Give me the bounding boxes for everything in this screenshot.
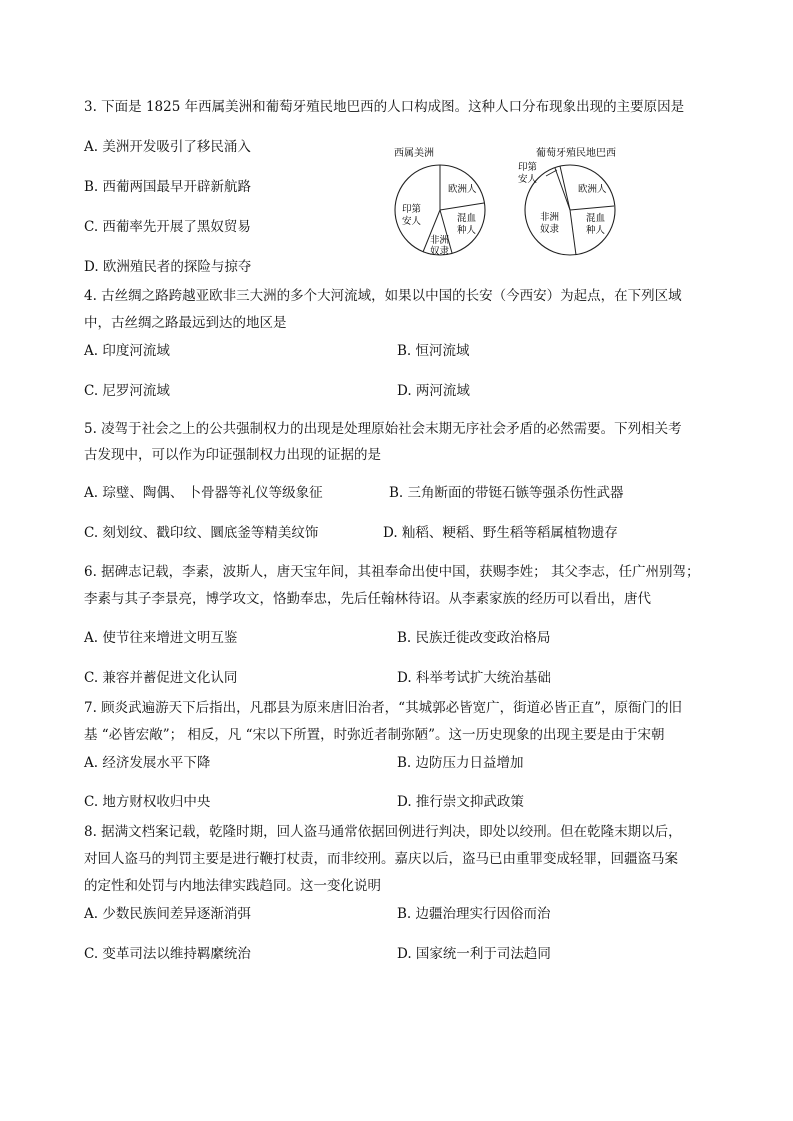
q4-stem-line-2: 中，古丝绸之路最远到达的地区是 [84, 315, 287, 331]
pie-right-label-mixed-l2: 种人 [586, 225, 606, 236]
q8-option-a[interactable]: A. 少数民族间差异逐渐消弭 [84, 906, 251, 922]
pie-right-title: 葡萄牙殖民地巴西 [536, 148, 616, 159]
q5-option-a[interactable]: A. 琮璧、陶偶、 卜骨器等礼仪等级象征 [84, 485, 323, 501]
q8-stem-line-1: 8. 据满文档案记载，乾隆时期，回人盗马通常依据回例进行判决，即处以绞刑。但在乾隆末期以后， [84, 824, 682, 840]
q8-stem-line-2: 对回人盗马的判罚主要是进行鞭打杖责，而非绞刑。嘉庆以后，盗马已由重罪变成轻罪，回疆盗马案 [84, 851, 678, 867]
q6-option-b[interactable]: B. 民族迁徙改变政治格局 [397, 630, 551, 646]
q7-option-d[interactable]: D. 推行崇文抑武政策 [397, 794, 524, 810]
q7-option-a[interactable]: A. 经济发展水平下降 [84, 755, 211, 771]
q4-option-d[interactable]: D. 两河流域 [397, 383, 470, 399]
q5-option-c[interactable]: C. 刻划纹、戳印纹、圜底釜等精美纹饰 [84, 525, 319, 541]
q4-option-b[interactable]: B. 恒河流域 [397, 343, 470, 359]
q4-option-c[interactable]: C. 尼罗河流域 [84, 383, 170, 399]
q3-stem: 3. 下面是 1825 年西属美洲和葡萄牙殖民地巴西的人口构成图。这种人口分布现象出现的主要原因是 [84, 99, 685, 115]
q5-stem-line-1: 5. 凌驾于社会之上的公共强制权力的出现是处理原始社会末期无序社会矛盾的必然需要。下列相关考 [84, 421, 682, 437]
q3-option-b[interactable]: B. 西葡两国最早开辟新航路 [84, 179, 252, 195]
q5-option-b[interactable]: B. 三角断面的带铤石镞等强杀伤性武器 [389, 485, 624, 501]
q7-stem-line-2: 基 “必皆宏敞”； 相反，凡 “宋以下所置，时弥近者制弥陋”。这一历史现象的出现主要是由于宋朝 [84, 727, 665, 743]
pie-right-divider-2 [560, 166, 570, 210]
pie-left-label-mixed-l1: 混血 [457, 213, 477, 224]
q6-option-c[interactable]: C. 兼容并蓄促进文化认同 [84, 670, 238, 686]
pie-left-label-indigenous-l1: 印第 [402, 204, 422, 215]
pie-right-label-mixed [586, 213, 608, 236]
pie-left-label-mixed [457, 213, 479, 236]
pie-left-label-indigenous-l2: 安人 [402, 216, 422, 227]
pie-right-label-indigenous [518, 161, 540, 185]
q8-option-b[interactable]: B. 边疆治理实行因俗而治 [397, 906, 551, 922]
q7-option-c[interactable]: C. 地方财权收归中央 [84, 794, 211, 810]
pie-right-label-indigenous-l1: 印第 [518, 162, 538, 173]
pie-right-label-africans [540, 211, 562, 235]
population-pie-charts [390, 140, 630, 265]
q8-option-c[interactable]: C. 变革司法以维持羁縻统治 [84, 946, 251, 962]
pie-left-label-africans-l2: 奴隶 [430, 246, 450, 257]
q7-option-b[interactable]: B. 边防压力日益增加 [397, 755, 524, 771]
pie-left-title: 西属美洲 [394, 148, 434, 159]
pie-right-label-indigenous-l2: 安人 [518, 174, 538, 185]
pie-right-divider-1 [555, 168, 570, 210]
q8-option-d[interactable]: D. 国家统一利于司法趋同 [397, 946, 551, 962]
q6-option-d[interactable]: D. 科举考试扩大统治基础 [397, 670, 551, 686]
q5-stem-line-2: 古发现中，可以作为印证强制权力出现的证据的是 [84, 447, 381, 463]
pie-left-label-mixed-l2: 种人 [457, 225, 477, 236]
pie-left-label-africans [430, 234, 452, 257]
pie-right-label-africans-l1: 非洲 [540, 212, 560, 223]
q4-option-a[interactable]: A. 印度河流域 [84, 343, 170, 359]
q8-stem-line-3: 的定性和处罚与内地法律实践趋同。这一变化说明 [84, 878, 381, 894]
q3-option-c[interactable]: C. 西葡率先开展了黑奴贸易 [84, 219, 251, 235]
pie-left-label-indigenous [402, 203, 424, 227]
q3-option-d[interactable]: D. 欧洲殖民者的探险与掠夺 [84, 259, 252, 275]
q6-stem-line-2: 李素与其子李景亮，博学攻文，恪勤奉忠，先后任翰林待诏。从李素家族的经历可以看出，唐代 [84, 591, 651, 607]
pie-right-divider-4 [570, 210, 576, 255]
pie-left-label-europeans: 欧洲人 [448, 184, 477, 195]
pie-left-label-africans-l1: 非洲 [430, 235, 450, 246]
pie-right-label-mixed-l1: 混血 [586, 213, 606, 224]
pie-right-label-europeans: 欧洲人 [578, 184, 607, 195]
pie-right-label-africans-l2: 奴隶 [540, 224, 560, 235]
q3-option-a[interactable]: A. 美洲开发吸引了移民涌入 [84, 139, 251, 155]
q7-stem-line-1: 7. 顾炎武遍游天下后指出，凡郡县为原来唐旧治者，“其城郭必皆宽广，街道必皆正直”，原衙门的旧 [84, 700, 682, 716]
pie-right-divider-3 [570, 206, 614, 210]
q4-stem-line-1: 4. 古丝绸之路跨越亚欧非三大洲的多个大河流域，如果以中国的长安（今西安）为起点，在下列区域 [84, 288, 682, 304]
q6-option-a[interactable]: A. 使节往来增进文明互鉴 [84, 630, 238, 646]
q6-stem-line-1: 6. 据碑志记载，李素，波斯人，唐天宝年间，其祖奉命出使中国，获赐李姓； 其父李志，任广州别驾； [84, 564, 700, 580]
q5-option-d[interactable]: D. 籼稻、粳稻、野生稻等稻属植物遗存 [383, 525, 618, 541]
pie-left-divider-2 [440, 203, 484, 210]
